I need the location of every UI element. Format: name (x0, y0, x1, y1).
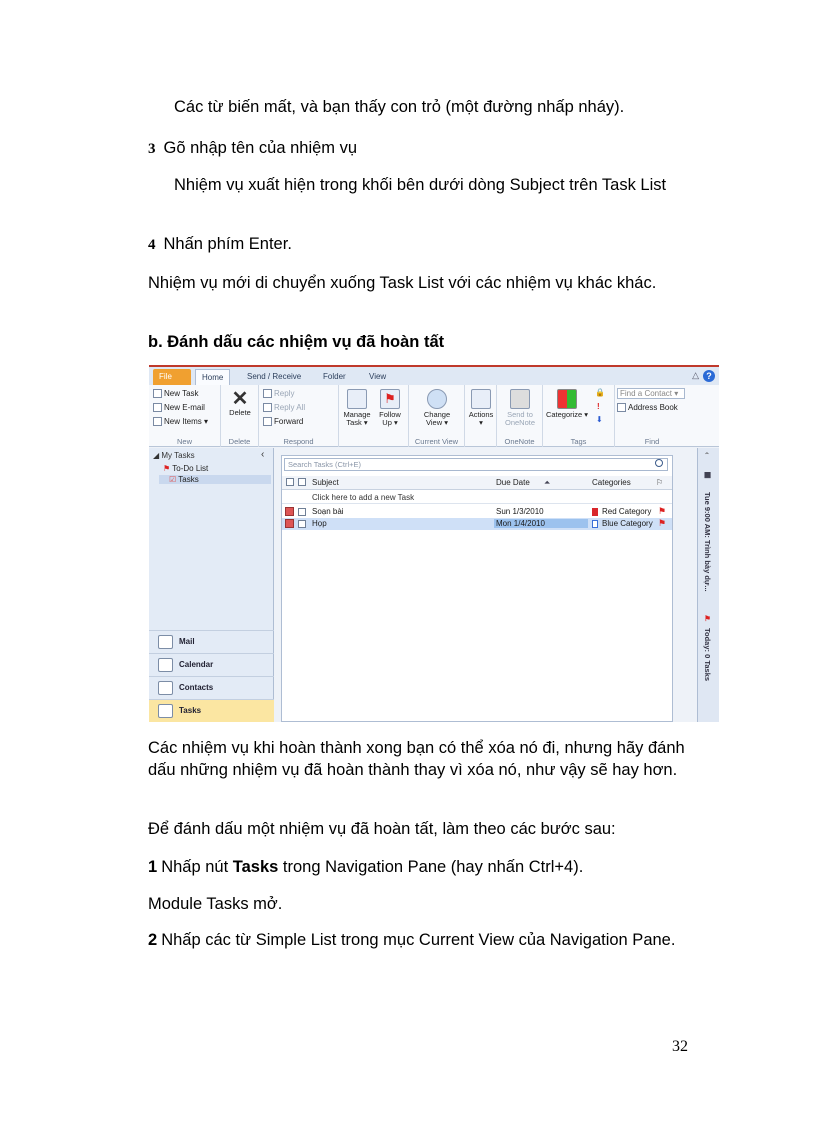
column-header (282, 476, 672, 490)
tab-file[interactable]: File (153, 369, 191, 385)
group-actions (465, 385, 497, 447)
table-row[interactable] (282, 506, 672, 518)
group-new (149, 385, 221, 447)
paragraph-mark-complete: Các nhiệm vụ khi hoàn thành xong bạn có thể xóa nó đi, nhưng hãy đánh dấu những nhiệm vụ đã hoàn thành thay vì xóa nó, như vậy sẽ hay hơn. (148, 739, 685, 779)
onenote-icon (510, 389, 530, 409)
actions-icon (471, 389, 491, 409)
outlook-tasks-screenshot (149, 365, 719, 722)
section-heading: b. Đánh dấu các nhiệm vụ đã hoàn tất (148, 333, 445, 351)
paragraph-steps-intro: Để đánh dấu một nhiệm vụ đã hoàn tất, làm theo các bước sau: (148, 820, 616, 838)
categories-column-header[interactable]: Categories (592, 478, 631, 487)
group-label: Respond (283, 437, 314, 446)
reply-all-button[interactable]: Reply All (263, 403, 305, 412)
address-book-icon (617, 403, 626, 412)
calendar-icon: ▦ (703, 470, 712, 479)
manage-task-icon (347, 389, 367, 409)
nav-tasks-folder[interactable]: ☑ Tasks (159, 475, 271, 484)
task-due-date: Mon 1/4/2010 (494, 519, 588, 528)
my-tasks-header[interactable]: ◢ My Tasks (153, 451, 195, 460)
group-label: Current View (414, 437, 459, 446)
find-contact-input[interactable]: Find a Contact ▾ (617, 388, 685, 399)
flag-icon: ⚑ (703, 614, 712, 623)
calendar-icon (158, 658, 173, 672)
page-number: 32 (672, 1038, 688, 1055)
group-label: Find (644, 437, 660, 446)
flag-icon: ⚑ (163, 464, 173, 473)
categorize-icon (557, 389, 577, 409)
delete-x-icon: ✕ (231, 388, 249, 410)
categorize-button[interactable]: Categorize ▾ (545, 389, 589, 419)
group-label: New (176, 437, 192, 446)
change-view-icon (427, 389, 447, 409)
step-number: 4 (148, 237, 156, 253)
paragraph-module-opens: Module Tasks mở. (148, 895, 283, 913)
nav-calendar-button[interactable]: Calendar (149, 653, 274, 676)
complete-column-header[interactable] (298, 478, 306, 486)
task-subject: Họp (312, 519, 327, 528)
step-text: Nhấn phím Enter. (163, 235, 292, 253)
nav-todo-list[interactable]: ⚑ To-Do List (163, 464, 209, 473)
ribbon-tabs (149, 367, 719, 385)
low-importance-icon[interactable]: ⬇ (596, 415, 603, 424)
manage-task-button[interactable]: Manage Task ▾ (341, 389, 373, 427)
tab-view[interactable]: View (369, 372, 387, 381)
expand-todo-icon[interactable]: ‹ (703, 452, 712, 455)
contacts-icon (158, 681, 173, 695)
today-tasks[interactable]: Today: 0 Tasks (703, 628, 712, 682)
actions-button[interactable]: Actions ▾ (467, 389, 495, 427)
forward-button[interactable]: Forward (263, 417, 303, 426)
items-icon (153, 417, 162, 426)
tab-send-receive[interactable]: Send / Receive (247, 372, 302, 381)
add-new-task-row[interactable]: Click here to add a new Task (282, 492, 672, 504)
group-onenote (497, 385, 543, 447)
nav-buttons (149, 630, 274, 722)
task-icon: ☑ (169, 475, 179, 484)
task-list (281, 455, 673, 722)
minimize-ribbon-icon[interactable]: △ (692, 370, 699, 380)
category-color-icon (592, 508, 598, 516)
search-tasks-input[interactable]: Search Tasks (Ctrl+E) (284, 458, 668, 471)
step-number: 2 (148, 931, 158, 949)
group-label: OneNote (504, 437, 535, 446)
group-label: Delete (228, 437, 251, 446)
tab-home[interactable]: Home (195, 369, 230, 385)
due-date-column-header[interactable]: Due Date (496, 478, 530, 487)
subject-column-header[interactable]: Subject (312, 478, 339, 487)
paragraph-task-moves: Nhiệm vụ mới di chuyển xuống Task List với các nhiệm vụ khác khác. (148, 274, 657, 292)
step-2: 2 Nhấp các từ Simple List trong mục Current View của Navigation Pane. (148, 931, 676, 949)
navigation-pane (149, 448, 274, 722)
delete-button[interactable]: ✕ Delete (227, 389, 253, 417)
new-items-button[interactable]: New Items ▾ (153, 417, 208, 426)
tasks-icon (158, 704, 173, 718)
flag-icon[interactable]: ⚑ (658, 506, 667, 516)
forward-icon (263, 417, 272, 426)
change-view-button[interactable]: Change View ▾ (419, 389, 455, 427)
reply-icon (263, 389, 272, 398)
collapse-nav-icon[interactable]: ‹ (261, 449, 265, 460)
task-category: Red Category (592, 507, 651, 516)
task-icon (285, 507, 294, 516)
paragraph-cursor: Các từ biến mất, và bạn thấy con trỏ (một đường nhấp nháy). (174, 98, 625, 116)
complete-checkbox[interactable] (298, 520, 306, 528)
ribbon (149, 385, 719, 447)
nav-contacts-button[interactable]: Contacts (149, 676, 274, 699)
group-delete (221, 385, 259, 447)
sort-ascending-icon: ⏶ (544, 478, 551, 487)
icon-column-header[interactable] (286, 478, 294, 486)
nav-tasks-button[interactable]: Tasks (149, 699, 274, 722)
task-category: Blue Category (592, 519, 653, 528)
step-number: 3 (148, 141, 156, 157)
nav-mail-button[interactable]: Mail (149, 630, 274, 653)
step-3 (148, 137, 708, 160)
tasks-keyword: Tasks (232, 858, 279, 876)
upcoming-appointment[interactable]: Tue 9:00 AM: Trình bày dự... (703, 492, 712, 592)
group-label: Tags (570, 437, 587, 446)
follow-up-button[interactable]: ⚑ Follow Up ▾ (379, 391, 401, 427)
paragraph-task-appears: Nhiệm vụ xuất hiện trong khối bên dưới dòng Subject trên Task List (174, 176, 667, 194)
high-importance-icon[interactable]: ! (597, 402, 600, 411)
reply-all-icon (263, 403, 272, 412)
complete-checkbox[interactable] (298, 508, 306, 516)
address-book-button[interactable]: Address Book (617, 403, 678, 412)
table-row[interactable] (282, 518, 672, 530)
group-respond (259, 385, 339, 447)
new-email-button[interactable]: New E-mail (153, 403, 205, 412)
new-task-button[interactable]: New Task (153, 389, 199, 398)
group-tags (543, 385, 615, 447)
step-number: 1 (148, 858, 158, 876)
group-find (615, 385, 689, 447)
search-icon[interactable] (655, 459, 663, 467)
task-subject: Soạn bài (312, 507, 344, 516)
task-due-date: Sun 1/3/2010 (496, 507, 544, 516)
step-1: 1 Nhấp nút Tasks trong Navigation Pane (hay nhấn Ctrl+4). (148, 858, 584, 876)
reply-button[interactable]: Reply (263, 389, 294, 398)
group-current-view (409, 385, 465, 447)
task-icon (285, 519, 294, 528)
group-manage (339, 385, 409, 447)
task-icon (153, 389, 162, 398)
help-icon[interactable]: ? (703, 370, 715, 382)
step-4 (148, 233, 708, 256)
tab-folder[interactable]: Folder (323, 372, 346, 381)
flag-icon[interactable]: ⚑ (658, 518, 667, 528)
step-text: Gõ nhập tên của nhiệm vụ (163, 139, 358, 157)
private-lock-icon[interactable]: 🔒 (595, 388, 605, 397)
mail-icon (153, 403, 162, 412)
flag-column-header-icon[interactable]: ⚐ (656, 478, 664, 487)
mail-icon (158, 635, 173, 649)
send-to-onenote-button[interactable]: Send to OneNote (501, 389, 539, 427)
flag-icon: ⚑ (380, 389, 400, 409)
category-color-icon (592, 520, 598, 528)
todo-bar (697, 448, 719, 722)
